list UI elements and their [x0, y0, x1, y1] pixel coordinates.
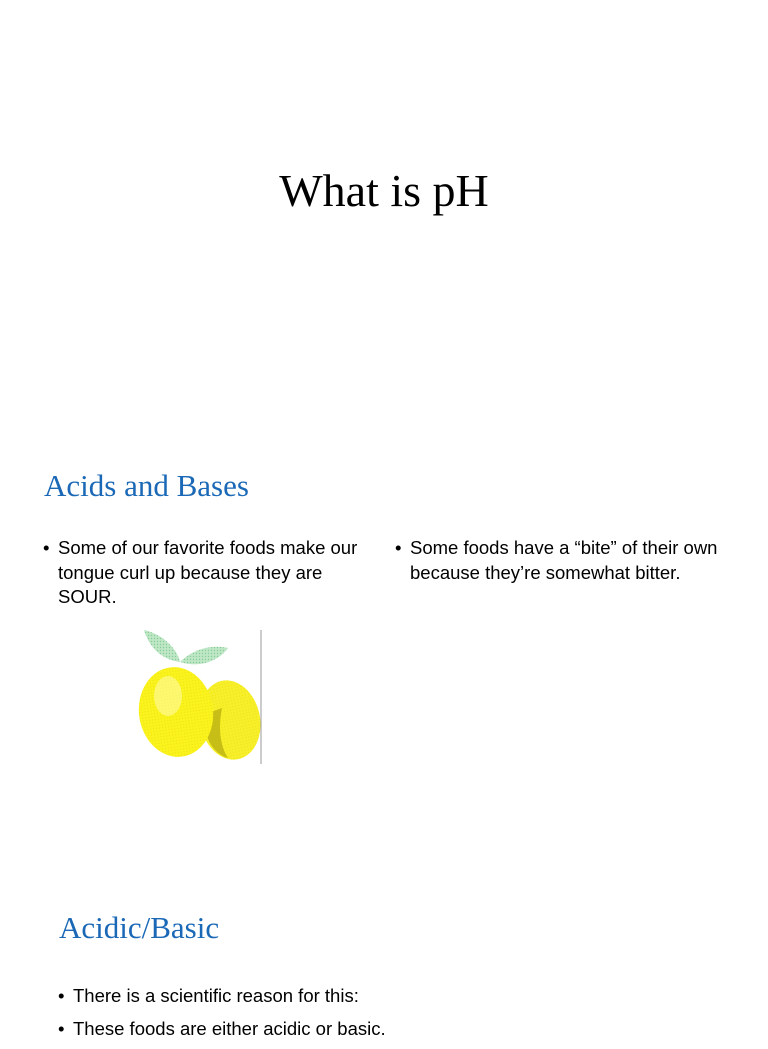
bullet-item: • There is a scientific reason for this:: [58, 984, 738, 1009]
bullet-list: [58, 984, 738, 1049]
slide-title: [0, 0, 768, 432]
slide-title-text: What is pH: [279, 165, 489, 216]
left-bullet-list: [43, 536, 363, 610]
bullet-item: • Some of our favorite foods make our tongue curl up because they are SOUR.: [43, 536, 363, 610]
slide-acids-and-bases: [0, 432, 768, 864]
slide-heading: Acidic/Basic: [59, 910, 220, 945]
bullet-item: • Some foods have a “bite” of their own because they’re somewhat bitter.: [395, 536, 725, 585]
slide-acidic-basic: [0, 864, 768, 1039]
lemons-icon: [132, 628, 267, 768]
bullet-item: • These foods are either acidic or basic.: [58, 1017, 738, 1042]
slide-heading: Acids and Bases: [44, 468, 249, 503]
right-bullet-list: [395, 536, 725, 585]
